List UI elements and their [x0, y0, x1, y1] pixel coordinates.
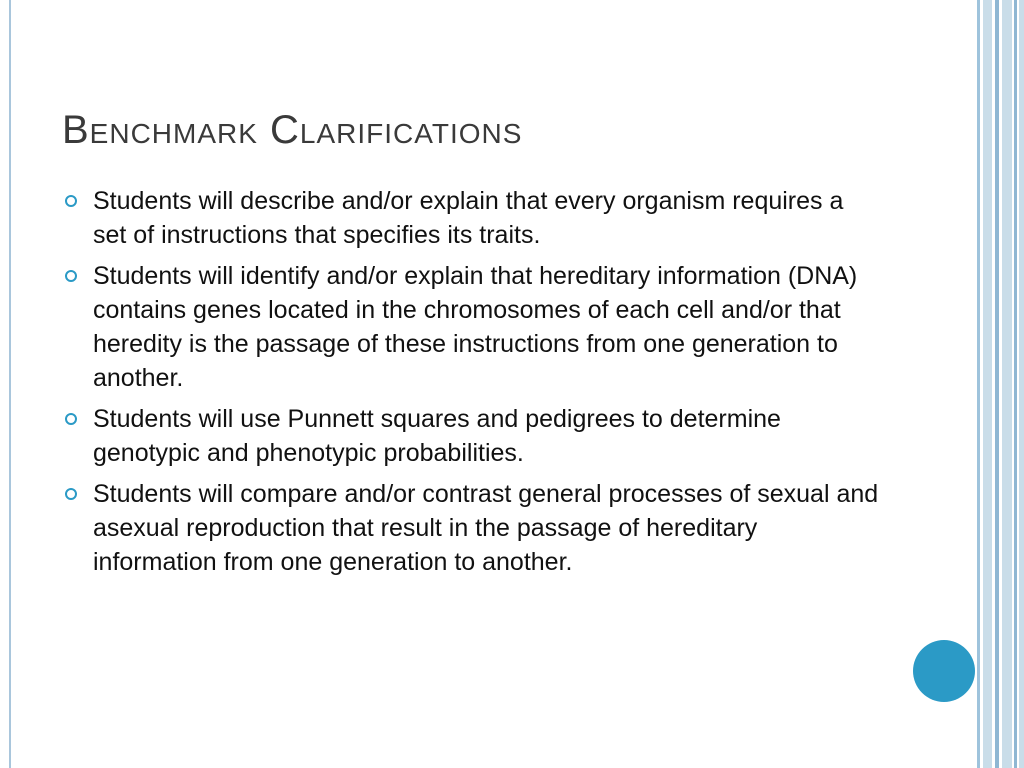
bullet-text: Students will use Punnett squares and pedigrees to determine genotypic and phenotypic probabilities. [93, 405, 781, 467]
right-stripe [1014, 0, 1017, 768]
bullet-text: Students will describe and/or explain that every organism requires a set of instructions that specifies its traits. [93, 187, 844, 249]
bullet-text: Students will compare and/or contrast general processes of sexual and asexual reproduction that result in the passage of hereditary information from one generation to another. [93, 480, 879, 576]
bullet-text: Students will identify and/or explain that hereditary information (DNA) contains genes located in the chromosomes of each cell and/or that heredity is the passage of these instructions from one generation to another. [93, 262, 858, 392]
bullet-item [62, 184, 882, 252]
bullet-list [62, 184, 882, 586]
ring-bullet-icon [65, 270, 77, 282]
right-stripe [995, 0, 999, 768]
right-stripe [1002, 0, 1012, 768]
bullet-item [62, 259, 882, 395]
decorative-circle [913, 640, 975, 702]
ring-bullet-icon [65, 488, 77, 500]
ring-bullet-icon [65, 413, 77, 425]
slide-title: Benchmark Clarifications [62, 108, 523, 152]
ring-bullet-icon [65, 195, 77, 207]
right-stripe [983, 0, 992, 768]
bullet-item [62, 477, 882, 579]
right-stripe [1019, 0, 1024, 768]
left-border-line [9, 0, 11, 768]
right-stripe [977, 0, 980, 768]
bullet-item [62, 402, 882, 470]
